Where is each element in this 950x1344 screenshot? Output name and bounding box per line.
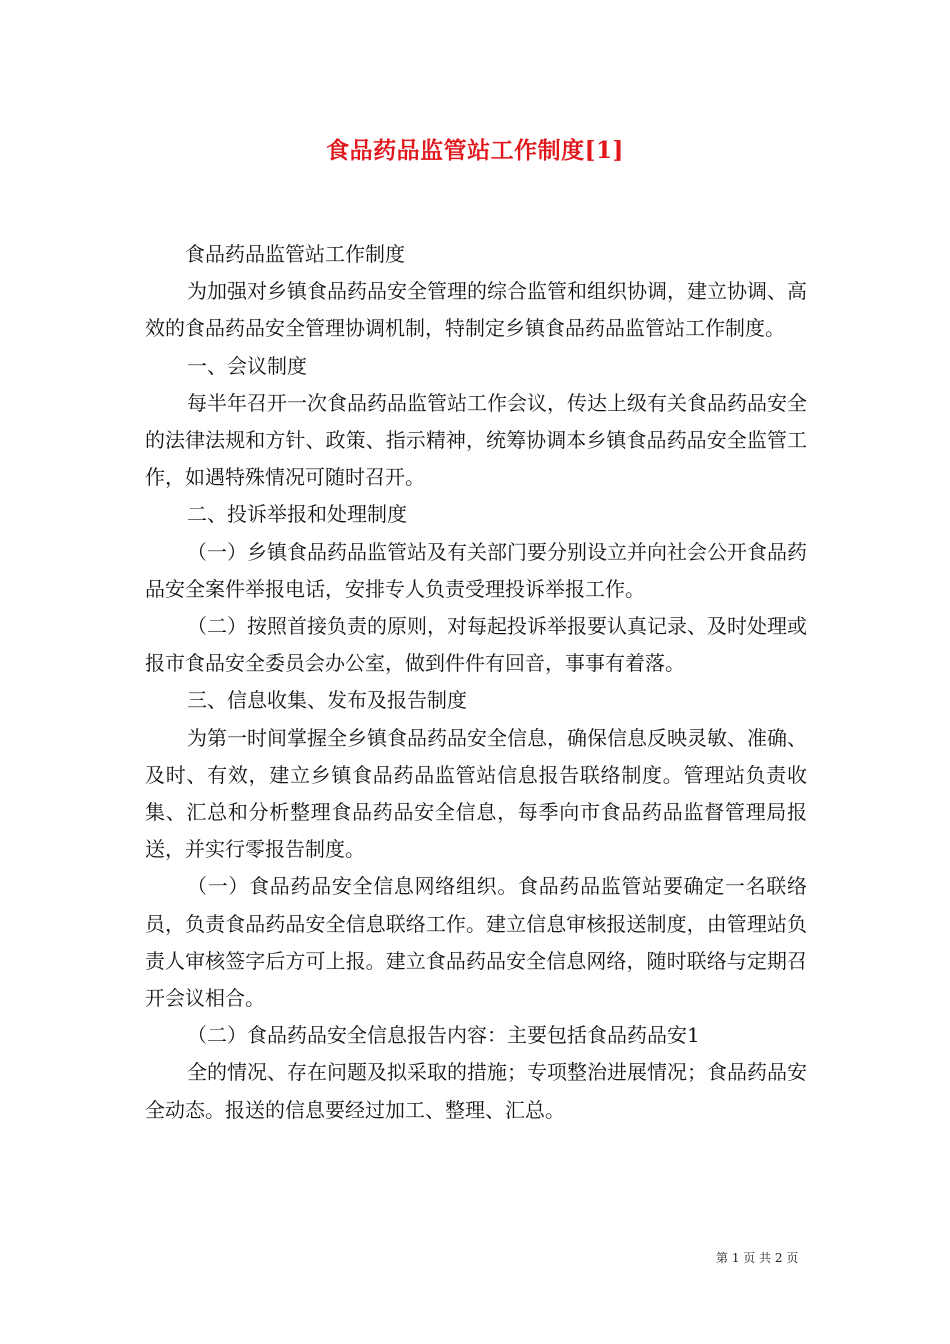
paragraph-information-2: （二）食品药品安全信息报告内容：主要包括食品药品安1 (187, 1023, 700, 1048)
paragraph-meetings: 每半年召开一次食品药品监管站工作会议，传达上级有关食品药品安全的法律法规和方针、政策、指示精神，统筹协调本乡镇食品药品安全监管工作，如遇特殊情况可随时召开。 (145, 390, 807, 490)
paragraph-information: 为第一时间掌握全乡镇食品药品安全信息，确保信息反映灵敏、准确、及时、有效，建立乡镇食品药品监管站信息报告联络制度。管理站负责收集、汇总和分析整理食品药品安全信息，每季向市食品药品监督管理局报送，并实行零报告制度。 (145, 725, 807, 862)
paragraph-complaints-1: （一）乡镇食品药品监管站及有关部门要分别设立并向社会公开食品药品安全案件举报电话，安排专人负责受理投诉举报工作。 (145, 539, 807, 601)
paragraph-intro: 为加强对乡镇食品药品安全管理的综合监管和组织协调，建立协调、高效的食品药品安全管理协调机制，特制定乡镇食品药品监管站工作制度。 (145, 279, 807, 341)
paragraph-information-3: 全的情况、存在问题及拟采取的措施；专项整治进展情况；食品药品安全动态。报送的信息要经过加工、整理、汇总。 (145, 1060, 807, 1122)
paragraph-complaints-2: （二）按照首接负责的原则，对每起投诉举报要认真记录、及时处理或报市食品安全委员会办公室，做到件件有回音，事事有着落。 (145, 614, 807, 676)
section-heading-complaints: 二、投诉举报和处理制度 (187, 502, 407, 527)
page-number-footer: 第 1 页 共 2 页 (716, 1251, 799, 1265)
paragraph-heading: 食品药品监管站工作制度 (185, 242, 405, 266)
document-body (145, 236, 807, 1129)
section-heading-meetings: 一、会议制度 (187, 353, 307, 378)
section-heading-information: 三、信息收集、发布及报告制度 (187, 688, 467, 713)
document-title: 食品药品监管站工作制度[1] (326, 137, 624, 164)
paragraph-information-1: （一）食品药品安全信息网络组织。食品药品监管站要确定一名联络员，负责食品药品安全信息联络工作。建立信息审核报送制度，由管理站负责人审核签字后方可上报。建立食品药品安全信息网络，随时联络与定期召开会议相合。 (145, 874, 807, 1011)
